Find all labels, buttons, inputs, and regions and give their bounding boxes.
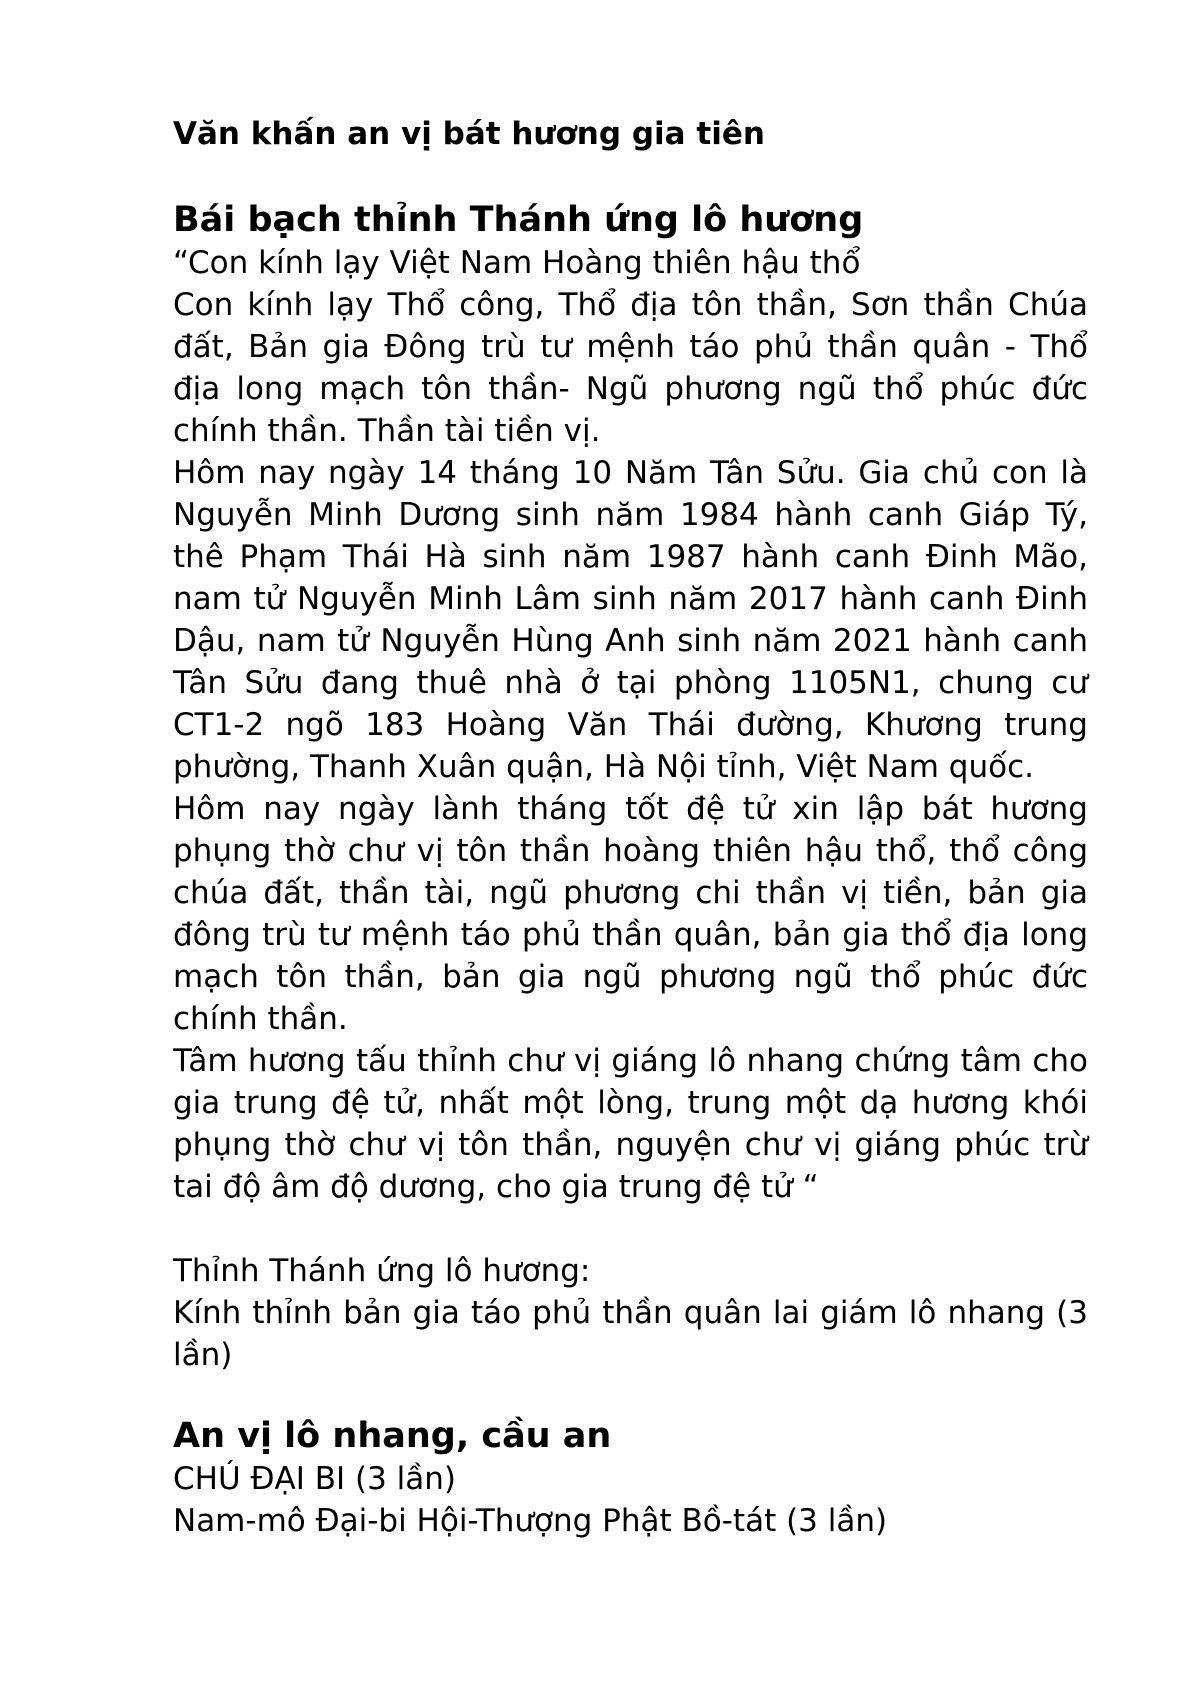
section-heading-1: Bái bạch thỉnh Thánh ứng lô hương xyxy=(173,200,864,240)
paragraph-altar-setup: Hôm nay ngày lành tháng tốt đệ tử xin lập bát hương phụng thờ chư vị tôn thần hoàng thiên hậu thổ, thổ công chúa đất, thần tài, ngũ phương chi thần vị tiền, bản gia đông trù tư mệnh táo phủ thần quân, bản gia thổ địa long mạch tôn thần, bản gia ngũ phương ngũ thổ phúc đức chính thần. xyxy=(173,791,1088,1037)
paragraph-family-info: Hôm nay ngày 14 tháng 10 Năm Tân Sửu. Gia chủ con là Nguyễn Minh Dương sinh năm 1984 hành canh Giáp Tý, thê Phạm Thái Hà sinh năm 1987 hành canh Đinh Mão, nam tử Nguyễn Minh Lâm sinh năm 2017 hành canh Đinh Dậu, nam tử Nguyễn Hùng Anh sinh năm 2021 hành canh Tân Sửu đang thuê nhà ở tại phòng 1105N1, chung cư CT1-2 ngõ 183 Hoàng Văn Thái đường, Khương trung phường, Thanh Xuân quận, Hà Nội tỉnh, Việt Nam quốc. xyxy=(173,455,1088,785)
invocation-label: Thỉnh Thánh ứng lô hương: xyxy=(173,1253,591,1289)
paragraph-deities: Con kính lạy Thổ công, Thổ địa tôn thần, Sơn thần Chúa đất, Bản gia Đông trù tư mệnh táo phủ thần quân - Thổ địa long mạch tôn thần- Ngũ phương ngũ thổ phúc đức chính thần. Thần tài tiền vị. xyxy=(173,287,1088,449)
document-title: Văn khấn an vị bát hương gia tiên xyxy=(173,116,765,152)
document-page xyxy=(173,112,1088,1542)
spacer xyxy=(173,1376,1088,1414)
chant-line-1: CHÚ ĐẠI BI (3 lần) xyxy=(173,1461,457,1497)
section-heading-2: An vị lô nhang, cầu an xyxy=(173,1416,612,1456)
paragraph-invocation-opening: “Con kính lạy Việt Nam Hoàng thiên hậu thổ xyxy=(173,245,861,281)
spacer xyxy=(173,1208,1088,1250)
paragraph-petition: Tâm hương tấu thỉnh chư vị giáng lô nhang chứng tâm cho gia trung đệ tử, nhất một lòng, trung một dạ hương khói phụng thờ chư vị tôn thần, nguyện chư vị giáng phúc trừ tai độ âm độ dương, cho gia trung đệ tử “ xyxy=(173,1043,1088,1205)
chant-line-2: Nam-mô Đại-bi Hội-Thượng Phật Bồ-tát (3 lần) xyxy=(173,1503,888,1539)
invocation-text: Kính thỉnh bản gia táo phủ thần quân lai giám lô nhang (3 lần) xyxy=(173,1295,1088,1373)
spacer xyxy=(173,156,1088,198)
